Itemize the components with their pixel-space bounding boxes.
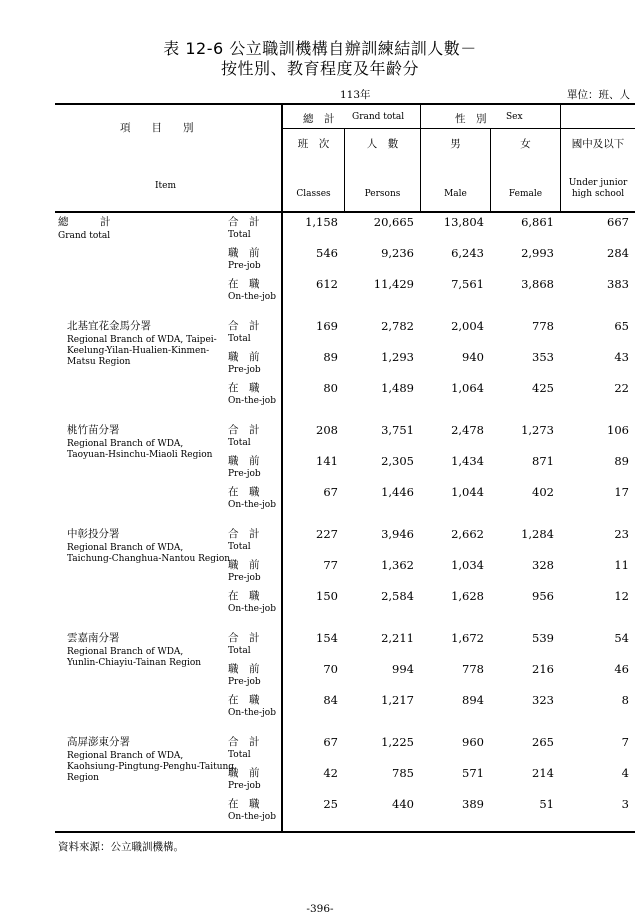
row-category-en: Total: [228, 334, 251, 344]
cell-male: 2,478: [451, 423, 484, 437]
col-header-persons-zh: 人 數: [366, 138, 399, 150]
row-category-zh: 合 計: [228, 528, 260, 540]
cell-persons: 11,429: [373, 277, 414, 291]
cell-female: 328: [532, 558, 554, 572]
cell-persons: 2,584: [381, 589, 414, 603]
cell-female: 956: [532, 589, 554, 603]
row-category-zh: 職 前: [228, 559, 260, 571]
row-category-zh: 在 職: [228, 278, 260, 290]
cell-female: 539: [532, 631, 554, 645]
cell-classes: 80: [323, 381, 338, 395]
cell-female: 353: [532, 350, 554, 364]
col-header-classes-zh: 班 次: [297, 138, 330, 150]
row-category-en: Pre-job: [228, 365, 261, 375]
group-name-en: Kaohsiung-Pingtung-Penghu-Taitung: [67, 762, 235, 772]
cell-under-junior-high: 46: [614, 662, 629, 676]
group-name-zh: 總 計: [58, 216, 111, 228]
cell-classes: 546: [316, 246, 338, 260]
cell-male: 2,004: [451, 319, 484, 333]
cell-classes: 67: [323, 735, 338, 749]
group-name-en: Yunlin-Chiayiu-Tainan Region: [67, 658, 202, 668]
cell-female: 402: [532, 485, 554, 499]
row-category-zh: 在 職: [228, 382, 260, 394]
row-category-zh: 職 前: [228, 247, 260, 259]
cell-persons: 1,217: [381, 693, 414, 707]
cell-classes: 150: [316, 589, 338, 603]
total-group-en: Grand total: [352, 112, 405, 122]
row-category-en: Pre-job: [228, 573, 261, 583]
cell-female: 51: [539, 797, 554, 811]
group-name-en: Matsu Region: [67, 357, 131, 367]
col-header-edu-zh: 國中及以下: [571, 138, 625, 150]
row-category-zh: 合 計: [228, 216, 260, 228]
col-header-male-zh: 男: [450, 138, 461, 150]
row-category-zh: 合 計: [228, 736, 260, 748]
item-header-en: Item: [155, 181, 177, 191]
group-name-zh: 高屏澎東分署: [67, 736, 130, 748]
col-header-classes-en: Classes: [296, 189, 331, 199]
cell-male: 778: [462, 662, 484, 676]
col-header-persons-en: Persons: [364, 189, 401, 199]
cell-female: 3,868: [521, 277, 554, 291]
col-header-female-en: Female: [508, 189, 543, 199]
cell-female: 1,273: [521, 423, 554, 437]
cell-male: 894: [462, 693, 484, 707]
row-category-zh: 職 前: [228, 351, 260, 363]
row-category-zh: 職 前: [228, 663, 260, 675]
cell-male: 13,804: [443, 215, 484, 229]
col-header-edu-en1: Under junior: [568, 178, 628, 188]
row-category-en: On-the-job: [228, 604, 276, 614]
cell-persons: 2,782: [381, 319, 414, 333]
row-category-en: Total: [228, 438, 251, 448]
cell-under-junior-high: 43: [614, 350, 629, 364]
cell-under-junior-high: 89: [614, 454, 629, 468]
group-name-en: Regional Branch of WDA,: [67, 647, 184, 657]
row-category-en: Total: [228, 646, 251, 656]
group-name-zh: 中彰投分署: [67, 528, 120, 540]
cell-classes: 70: [323, 662, 338, 676]
cell-under-junior-high: 4: [621, 766, 629, 780]
cell-classes: 42: [323, 766, 338, 780]
cell-persons: 9,236: [381, 246, 414, 260]
cell-persons: 2,211: [381, 631, 414, 645]
row-category-en: On-the-job: [228, 500, 276, 510]
row-category-en: Pre-job: [228, 469, 261, 479]
page-title-line1: 表 12-6 公立職訓機構自辦訓練結訓人數－: [163, 39, 477, 58]
group-name-en: Regional Branch of WDA,: [67, 751, 184, 761]
cell-under-junior-high: 22: [614, 381, 629, 395]
row-category-en: On-the-job: [228, 708, 276, 718]
cell-persons: 3,751: [381, 423, 414, 437]
cell-classes: 612: [316, 277, 338, 291]
cell-female: 425: [532, 381, 554, 395]
total-group-zh: 總 計: [303, 113, 335, 125]
unit-label: 單位：班、人: [567, 89, 630, 101]
stub-divider: [281, 103, 283, 833]
cell-classes: 169: [316, 319, 338, 333]
row-category-en: On-the-job: [228, 812, 276, 822]
group-name-en: Regional Branch of WDA,: [67, 439, 184, 449]
cell-male: 1,672: [451, 631, 484, 645]
cell-under-junior-high: 106: [607, 423, 629, 437]
cell-classes: 84: [323, 693, 338, 707]
col-header-edu-en2: high school: [571, 189, 625, 199]
cell-male: 6,243: [451, 246, 484, 260]
cell-female: 323: [532, 693, 554, 707]
cell-classes: 67: [323, 485, 338, 499]
year-label: 113年: [340, 89, 371, 101]
cell-classes: 77: [323, 558, 338, 572]
row-category-en: Pre-job: [228, 781, 261, 791]
row-category-en: Pre-job: [228, 677, 261, 687]
cell-persons: 994: [392, 662, 414, 676]
group-name-en: Region: [67, 773, 99, 783]
row-category-zh: 職 前: [228, 767, 260, 779]
cell-male: 571: [462, 766, 484, 780]
table-bottom-rule: [55, 831, 635, 833]
source-note: 資料來源：公立職訓機構。: [58, 841, 184, 853]
cell-under-junior-high: 65: [614, 319, 629, 333]
cell-male: 1,628: [451, 589, 484, 603]
group-name-en: Regional Branch of WDA, Taipei-: [67, 335, 217, 345]
group-name-zh: 雲嘉南分署: [67, 632, 120, 644]
cell-male: 389: [462, 797, 484, 811]
header-bottom-rule: [55, 211, 635, 213]
cell-male: 1,044: [451, 485, 484, 499]
cell-under-junior-high: 11: [614, 558, 629, 572]
cell-under-junior-high: 7: [621, 735, 629, 749]
col-header-female-zh: 女: [520, 138, 531, 150]
cell-male: 1,034: [451, 558, 484, 572]
cell-persons: 1,446: [381, 485, 414, 499]
cell-under-junior-high: 23: [614, 527, 629, 541]
row-category-en: On-the-job: [228, 292, 276, 302]
header-group-rule: [282, 128, 635, 129]
row-category-zh: 職 前: [228, 455, 260, 467]
cell-classes: 208: [316, 423, 338, 437]
row-category-zh: 在 職: [228, 798, 260, 810]
group-name-en: Taoyuan-Hsinchu-Miaoli Region: [67, 450, 213, 460]
cell-male: 940: [462, 350, 484, 364]
cell-female: 214: [532, 766, 554, 780]
cell-under-junior-high: 383: [607, 277, 629, 291]
cell-persons: 3,946: [381, 527, 414, 541]
sex-group-zh: 性 別: [455, 113, 487, 125]
group-name-en: Regional Branch of WDA,: [67, 543, 184, 553]
cell-under-junior-high: 667: [607, 215, 629, 229]
page-title-line2: 按性別、教育程度及年齡分: [220, 59, 419, 78]
cell-male: 2,662: [451, 527, 484, 541]
table-top-rule: [55, 103, 635, 105]
row-category-en: Total: [228, 542, 251, 552]
cell-female: 216: [532, 662, 554, 676]
sex-group-en: Sex: [506, 112, 523, 122]
cell-female: 1,284: [521, 527, 554, 541]
cell-under-junior-high: 54: [614, 631, 629, 645]
cell-under-junior-high: 3: [621, 797, 629, 811]
row-category-zh: 合 計: [228, 632, 260, 644]
cell-classes: 154: [316, 631, 338, 645]
row-category-zh: 在 職: [228, 694, 260, 706]
group-name-en: Taichung-Changhua-Nantou Region: [67, 554, 231, 564]
page-number: -396-: [306, 903, 334, 915]
cell-under-junior-high: 284: [607, 246, 629, 260]
cell-classes: 1,158: [305, 215, 338, 229]
cell-female: 265: [532, 735, 554, 749]
item-header-zh: 項 目 別: [120, 122, 194, 134]
row-category-zh: 合 計: [228, 424, 260, 436]
cell-under-junior-high: 8: [621, 693, 629, 707]
cell-female: 6,861: [521, 215, 554, 229]
cell-persons: 1,293: [381, 350, 414, 364]
row-category-en: Pre-job: [228, 261, 261, 271]
cell-persons: 20,665: [373, 215, 414, 229]
cell-classes: 227: [316, 527, 338, 541]
group-name-zh: 北基宜花金馬分署: [67, 320, 151, 332]
row-category-en: Total: [228, 750, 251, 760]
cell-male: 7,561: [451, 277, 484, 291]
col-header-male-en: Male: [444, 189, 467, 199]
cell-persons: 2,305: [381, 454, 414, 468]
cell-male: 1,064: [451, 381, 484, 395]
cell-under-junior-high: 12: [614, 589, 629, 603]
group-name-zh: 桃竹苗分署: [67, 424, 120, 436]
cell-persons: 1,489: [381, 381, 414, 395]
cell-persons: 785: [392, 766, 414, 780]
cell-classes: 141: [316, 454, 338, 468]
row-category-en: Total: [228, 230, 251, 240]
cell-classes: 25: [323, 797, 338, 811]
cell-under-junior-high: 17: [614, 485, 629, 499]
cell-persons: 1,362: [381, 558, 414, 572]
group-name-en: Keelung-Yilan-Hualien-Kinmen-: [67, 346, 210, 356]
cell-female: 778: [532, 319, 554, 333]
row-category-zh: 在 職: [228, 590, 260, 602]
row-category-zh: 在 職: [228, 486, 260, 498]
cell-persons: 440: [392, 797, 414, 811]
cell-male: 1,434: [451, 454, 484, 468]
row-category-en: On-the-job: [228, 396, 276, 406]
cell-female: 2,993: [521, 246, 554, 260]
cell-persons: 1,225: [381, 735, 414, 749]
cell-male: 960: [462, 735, 484, 749]
group-name-en: Grand total: [58, 231, 111, 241]
cell-classes: 89: [323, 350, 338, 364]
row-category-zh: 合 計: [228, 320, 260, 332]
cell-female: 871: [532, 454, 554, 468]
